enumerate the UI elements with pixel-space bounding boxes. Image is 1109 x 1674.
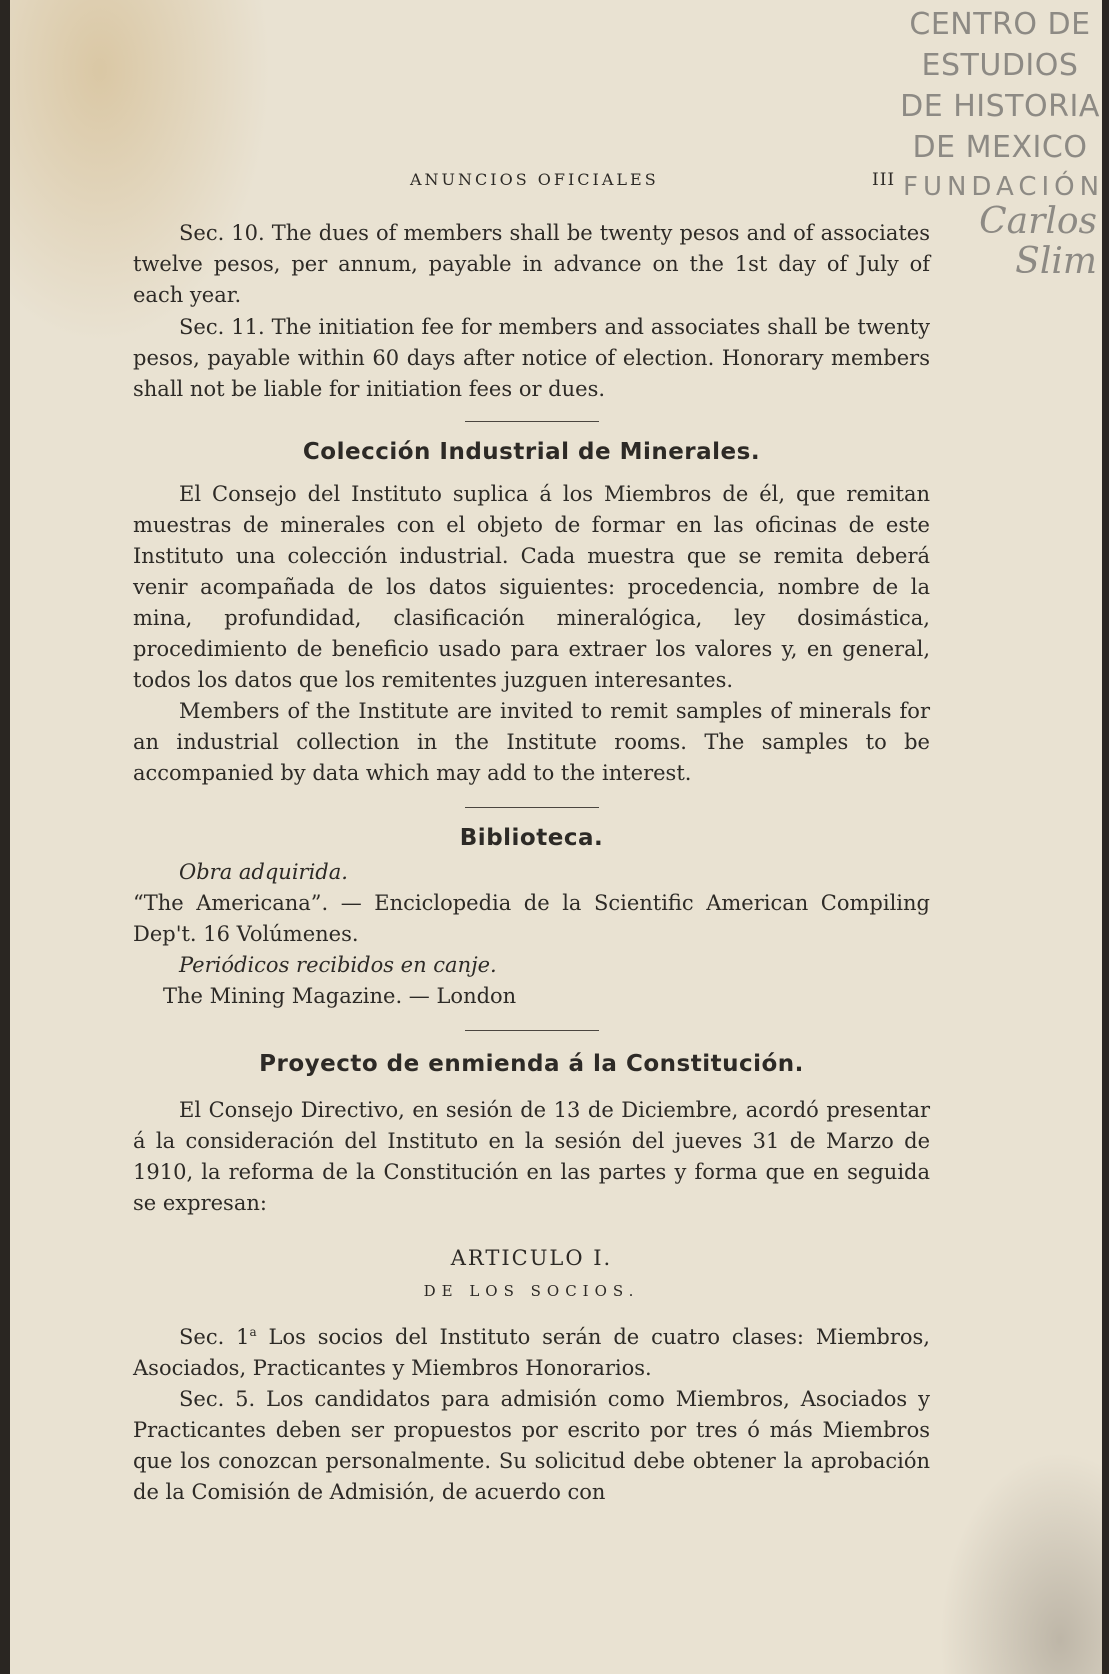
- watermark-line-1: CENTRO DE: [909, 7, 1091, 42]
- article-title: ARTICULO I.: [450, 1246, 613, 1270]
- watermark-signature: Carlos Slim: [979, 201, 1097, 282]
- section-divider: [465, 421, 599, 422]
- proyecto-heading: Proyecto de enmienda á la Constitución.: [259, 1051, 804, 1077]
- watermark-line-2: ESTUDIOS: [921, 48, 1079, 83]
- sec-1-label: Sec. 1: [179, 1325, 250, 1349]
- biblioteca-heading: Biblioteca.: [459, 825, 604, 851]
- watermark-line-4: DE MEXICO: [912, 130, 1088, 165]
- sec-1-superscript: a: [249, 1325, 257, 1339]
- article-subtitle: DE LOS SOCIOS.: [423, 1282, 640, 1300]
- sec-1-paragraph: [133, 1317, 930, 1384]
- watermark-line-3: DE HISTORIA: [900, 89, 1100, 124]
- periodical-item: The Mining Magazine. — London: [163, 984, 517, 1008]
- section-divider: [465, 807, 599, 808]
- coleccion-paragraph-es: El Consejo del Instituto suplica á los Miembros de él, que remitan muestras de minerales con el objeto de formar en las oficinas de este Instituto una colección industrial. Cada muestra que se remita deberá venir acompañada de los datos siguientes: procedencia, nombre de la mina, profundidad, clasificación mineralógica, ley dosimástica, procedimiento de beneficio usado para extraer los valores y, en general, todos los datos que los remitentes juzguen interesantes.: [133, 482, 930, 692]
- acquired-item: “The Americana”. — Enciclopedia de la Scientific American Compiling Dep't. 16 Volúmenes.: [133, 891, 930, 946]
- sec-1-text: Los socios del Instituto serán de cuatro clases: Miembros, Asociados, Practicantes y Miembros Honorarios.: [133, 1325, 930, 1380]
- sec-5-paragraph: Sec. 5. Los candidatos para admisión como Miembros, Asociados y Practicantes deben ser propuestos por escrito por tres ó más Miembros que los conozcan personalmente. Su solicitud debe obtener la aprobación de la Comisión de Admisión, de acuerdo con: [133, 1387, 930, 1504]
- running-head-title: ANUNCIOS OFICIALES: [410, 170, 659, 189]
- sec-10-paragraph: Sec. 10. The dues of members shall be twenty pesos and of associates twelve pesos, per annum, payable in advance on the 1st day of July of each year.: [133, 221, 930, 307]
- section-divider: [465, 1030, 599, 1031]
- periodicals-label: Periódicos recibidos en canje.: [179, 953, 497, 977]
- page-content: [133, 218, 930, 1508]
- coleccion-heading: Colección Industrial de Minerales.: [302, 439, 761, 465]
- document-page: [10, 0, 1105, 1674]
- proyecto-intro: El Consejo Directivo, en sesión de 13 de Diciembre, acordó presentar á la consideración del Instituto en la sesión del jueves 31 de Marzo de 1910, la reforma de la Constitución en las partes y forma que en seguida se expresan:: [133, 1098, 930, 1215]
- acquired-label: Obra adquirida.: [179, 860, 348, 884]
- page-number: III: [872, 170, 896, 190]
- sec-11-paragraph: Sec. 11. The initiation fee for members and associates shall be twenty pesos, payable within 60 days after notice of election. Honorary members shall not be liable for initiation fees or dues.: [133, 315, 930, 401]
- watermark-foundation: FUNDACIÓN: [903, 172, 1105, 202]
- coleccion-paragraph-en: Members of the Institute are invited to remit samples of minerals for an industrial collection in the Institute rooms. The samples to be accompanied by data which may add to the interest.: [133, 699, 930, 785]
